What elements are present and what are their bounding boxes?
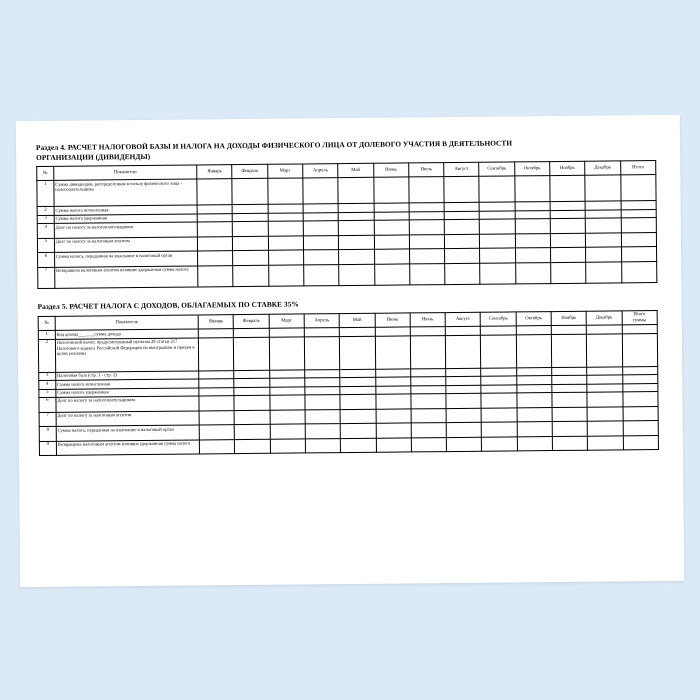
row-cell-october[interactable]: [515, 202, 550, 211]
row-cell-march[interactable]: [269, 378, 304, 387]
row-number: 2: [37, 207, 54, 216]
row-cell-january[interactable]: [199, 410, 234, 425]
row-cell-april[interactable]: [305, 424, 340, 439]
row-cell-december[interactable]: [585, 218, 620, 233]
row-cell-january[interactable]: [197, 213, 232, 222]
row-cell-july[interactable]: [409, 177, 445, 203]
row-cell-total[interactable]: [623, 421, 659, 436]
row-cell-march[interactable]: [269, 370, 304, 379]
row-cell-november[interactable]: [551, 326, 586, 335]
row-cell-july[interactable]: [411, 437, 446, 452]
row-cell-june[interactable]: [374, 212, 409, 221]
row-number: 1: [38, 331, 55, 340]
row-cell-total[interactable]: [621, 247, 657, 262]
row-cell-january[interactable]: [199, 387, 234, 396]
row-cell-august[interactable]: [446, 408, 481, 423]
section4-table: [36, 160, 657, 289]
row-cell-total[interactable]: [621, 218, 657, 233]
row-cell-december[interactable]: [587, 406, 622, 421]
row-cell-total[interactable]: [622, 333, 658, 366]
row-cell-march[interactable]: [268, 265, 303, 287]
row-cell-september[interactable]: [481, 384, 516, 393]
row-cell-april[interactable]: [303, 178, 339, 204]
row-cell-december[interactable]: [586, 262, 621, 284]
section4-col-13: Декабрь: [585, 161, 620, 175]
row-cell-october[interactable]: [517, 407, 552, 422]
row-cell-april[interactable]: [305, 386, 340, 395]
row-label: Возвращена налоговым агентом излишне удержанная сумма налога: [56, 440, 199, 456]
section4-col-7: Июнь: [373, 163, 408, 177]
row-cell-july[interactable]: [410, 335, 446, 368]
row-cell-may[interactable]: [339, 235, 374, 250]
row-cell-september[interactable]: [480, 211, 515, 220]
row-cell-january[interactable]: [199, 425, 234, 440]
row-label: Долг по налогу за налоговым агентом: [54, 237, 197, 253]
section4-col-2: Январь: [197, 165, 232, 179]
row-cell-total[interactable]: [620, 175, 656, 201]
row-cell-april[interactable]: [304, 264, 339, 286]
row-cell-july[interactable]: [411, 385, 446, 394]
row-number: 2: [38, 339, 55, 372]
row-cell-june[interactable]: [374, 264, 409, 286]
row-cell-total[interactable]: [622, 325, 658, 334]
row-label: Долг по налогу за налогоплательщиком: [54, 222, 197, 238]
row-label: Сумма налога удержанная: [54, 214, 197, 224]
row-cell-may[interactable]: [339, 249, 374, 264]
section4-title-line2: ОРГАНИЗАЦИИ (ДИВИДЕНДЫ): [36, 151, 151, 162]
row-cell-february[interactable]: [234, 410, 269, 425]
row-cell-february[interactable]: [233, 221, 268, 236]
row-cell-august[interactable]: [446, 368, 481, 377]
section4-col-10: Сентябрь: [479, 162, 514, 176]
row-cell-april[interactable]: [304, 336, 340, 369]
section4-col-12: Ноябрь: [550, 161, 585, 175]
row-cell-march[interactable]: [269, 328, 304, 337]
row-cell-october[interactable]: [515, 262, 550, 284]
row-cell-total[interactable]: [621, 209, 657, 218]
row-cell-december[interactable]: [586, 247, 621, 262]
row-cell-october[interactable]: [516, 376, 551, 385]
row-cell-november[interactable]: [550, 247, 585, 262]
row-cell-november[interactable]: [550, 175, 586, 201]
section5-title-line1: Раздел 5. РАСЧЕТ НАЛОГА С ДОХОДОВ, ОБЛАГАЕМЫХ ПО СТАВКЕ 35%: [37, 299, 299, 312]
section4-col-14: Итого: [620, 161, 656, 175]
document-page: [16, 115, 684, 587]
row-cell-january[interactable]: [198, 337, 234, 370]
row-cell-november[interactable]: [552, 384, 587, 393]
row-cell-total[interactable]: [622, 383, 658, 392]
section4-col-8: Июль: [409, 163, 444, 177]
row-cell-march[interactable]: [270, 439, 305, 454]
row-number: 5: [37, 238, 54, 253]
row-cell-february[interactable]: [233, 265, 268, 287]
row-cell-june[interactable]: [375, 327, 410, 336]
row-label: Возвращена налоговым агентом излишне удержанная сумма налога: [55, 266, 198, 289]
row-cell-june[interactable]: [373, 177, 409, 203]
row-cell-total[interactable]: [621, 261, 657, 283]
row-cell-january[interactable]: [199, 379, 234, 388]
row-cell-march[interactable]: [270, 395, 305, 410]
row-cell-october[interactable]: [517, 393, 552, 408]
row-cell-april[interactable]: [303, 212, 338, 221]
row-cell-april[interactable]: [304, 328, 339, 337]
section5-col-13: Декабрь: [586, 311, 621, 326]
row-cell-october[interactable]: [515, 248, 550, 263]
row-cell-february[interactable]: [234, 329, 269, 338]
row-cell-august[interactable]: [444, 211, 479, 220]
row-number: 8: [39, 426, 56, 441]
row-cell-october[interactable]: [517, 436, 552, 451]
row-cell-april[interactable]: [303, 204, 338, 213]
row-cell-june[interactable]: [375, 385, 410, 394]
section4-col-0: №: [37, 167, 54, 181]
row-cell-december[interactable]: [587, 375, 622, 384]
row-cell-june[interactable]: [374, 249, 409, 264]
row-cell-november[interactable]: [551, 262, 586, 284]
row-cell-february[interactable]: [232, 205, 267, 214]
section4-col-1: Показатели: [54, 165, 197, 180]
section5-col-2: Январь: [198, 315, 233, 330]
row-cell-september[interactable]: [480, 234, 515, 249]
row-cell-december[interactable]: [587, 392, 622, 407]
row-cell-october[interactable]: [516, 334, 552, 367]
row-cell-august[interactable]: [444, 234, 479, 249]
row-cell-may[interactable]: [340, 409, 375, 424]
row-cell-july[interactable]: [409, 234, 444, 249]
row-cell-october[interactable]: [514, 176, 550, 202]
row-cell-september[interactable]: [481, 368, 516, 377]
row-cell-october[interactable]: [516, 326, 551, 335]
row-cell-november[interactable]: [550, 233, 585, 248]
row-cell-december[interactable]: [586, 325, 621, 334]
row-cell-august[interactable]: [445, 263, 480, 285]
row-cell-february[interactable]: [234, 387, 269, 396]
row-cell-april[interactable]: [305, 369, 340, 378]
row-cell-october[interactable]: [515, 210, 550, 219]
row-cell-april[interactable]: [305, 438, 340, 453]
section4-col-6: Май: [338, 164, 373, 178]
row-cell-march[interactable]: [268, 178, 304, 204]
section5-col-3: Февраль: [234, 314, 269, 329]
row-cell-february[interactable]: [234, 378, 269, 387]
row-cell-february[interactable]: [234, 370, 269, 379]
row-cell-august[interactable]: [445, 248, 480, 263]
section5-col-4: Март: [269, 314, 304, 329]
row-cell-total[interactable]: [622, 375, 658, 384]
row-cell-november[interactable]: [552, 407, 587, 422]
row-cell-may[interactable]: [341, 438, 376, 453]
row-cell-january[interactable]: [198, 251, 233, 266]
row-cell-june[interactable]: [374, 203, 409, 212]
row-cell-may[interactable]: [340, 394, 375, 409]
row-cell-december[interactable]: [585, 210, 620, 219]
row-number: 7: [38, 267, 55, 289]
section5-col-5: Апрель: [304, 314, 339, 329]
row-cell-may[interactable]: [340, 369, 375, 378]
row-label: Сумма налога, переданная на взыскание в налоговый орган: [56, 425, 199, 441]
section4-col-5: Апрель: [303, 164, 338, 178]
row-cell-april[interactable]: [303, 250, 338, 265]
row-cell-september[interactable]: [482, 437, 517, 452]
row-label: Сумма дивидендов, распределенная в пользу физического лица - налогоплательщика: [54, 179, 198, 206]
row-cell-november[interactable]: [550, 218, 585, 233]
row-cell-december[interactable]: [587, 367, 622, 376]
row-number: 9: [39, 441, 56, 456]
row-cell-april[interactable]: [305, 395, 340, 410]
row-number: 3: [37, 215, 54, 224]
row-cell-february[interactable]: [235, 424, 270, 439]
row-cell-july[interactable]: [411, 394, 446, 409]
row-cell-march[interactable]: [268, 250, 303, 265]
page-content: [36, 137, 659, 456]
row-cell-september[interactable]: [481, 326, 516, 335]
section5-table: [38, 310, 659, 456]
section4-col-3: Февраль: [232, 165, 267, 179]
row-number: 7: [39, 412, 56, 427]
row-cell-september[interactable]: [481, 407, 516, 422]
row-number: 6: [39, 397, 56, 412]
section4-col-4: Март: [267, 164, 302, 178]
row-cell-november[interactable]: [550, 201, 585, 210]
row-cell-october[interactable]: [515, 233, 550, 248]
row-cell-june[interactable]: [375, 394, 410, 409]
row-cell-january[interactable]: [198, 236, 233, 251]
row-label: Сумма налога исчисленная: [56, 379, 199, 389]
row-cell-march[interactable]: [268, 213, 303, 222]
row-cell-september[interactable]: [480, 219, 515, 234]
row-cell-july[interactable]: [410, 368, 445, 377]
row-cell-december[interactable]: [587, 421, 622, 436]
row-cell-march[interactable]: [270, 387, 305, 396]
section5-col-0: №: [38, 316, 55, 331]
row-cell-august[interactable]: [446, 393, 481, 408]
row-cell-march[interactable]: [268, 236, 303, 251]
row-cell-august[interactable]: [445, 335, 481, 368]
row-label: Долг по налогу за налогоплательщиком: [56, 396, 199, 412]
row-cell-january[interactable]: [197, 222, 232, 237]
row-cell-september[interactable]: [480, 263, 515, 285]
row-cell-november[interactable]: [552, 436, 587, 451]
row-cell-july[interactable]: [411, 423, 446, 438]
row-cell-january[interactable]: [198, 329, 233, 338]
row-cell-january[interactable]: [199, 439, 234, 454]
row-cell-may[interactable]: [338, 178, 374, 204]
row-cell-february[interactable]: [234, 395, 269, 410]
row-label: Налоговая база (стр. 1 - стр. 2): [56, 371, 199, 381]
row-cell-total[interactable]: [623, 435, 659, 450]
row-cell-total[interactable]: [622, 366, 658, 375]
row-cell-march[interactable]: [268, 204, 303, 213]
row-cell-total[interactable]: [623, 406, 659, 421]
row-cell-september[interactable]: [479, 202, 514, 211]
section5-col-6: Май: [339, 313, 374, 328]
row-cell-january[interactable]: [199, 370, 234, 379]
row-cell-december[interactable]: [587, 334, 623, 367]
row-cell-august[interactable]: [444, 219, 479, 234]
row-cell-april[interactable]: [303, 221, 338, 236]
row-cell-may[interactable]: [338, 204, 373, 213]
row-cell-february[interactable]: [233, 213, 268, 222]
row-cell-november[interactable]: [552, 375, 587, 384]
row-cell-total[interactable]: [622, 392, 658, 407]
row-cell-april[interactable]: [303, 235, 338, 250]
row-cell-july[interactable]: [410, 327, 445, 336]
row-cell-december[interactable]: [587, 383, 622, 392]
row-cell-july[interactable]: [409, 203, 444, 212]
row-number: 4: [39, 381, 56, 390]
row-cell-october[interactable]: [515, 219, 550, 234]
row-cell-june[interactable]: [376, 408, 411, 423]
total-header-line1: Итого: [633, 312, 646, 318]
row-cell-january[interactable]: [199, 396, 234, 411]
row-cell-july[interactable]: [409, 249, 444, 264]
row-cell-december[interactable]: [585, 175, 621, 201]
row-cell-july[interactable]: [409, 211, 444, 220]
row-number: 6: [38, 253, 55, 268]
row-number: 1: [37, 181, 54, 207]
row-cell-may[interactable]: [340, 423, 375, 438]
row-cell-june[interactable]: [375, 369, 410, 378]
row-cell-september[interactable]: [482, 422, 517, 437]
row-cell-june[interactable]: [374, 220, 409, 235]
row-cell-september[interactable]: [479, 176, 515, 202]
row-cell-february[interactable]: [232, 179, 268, 205]
row-cell-may[interactable]: [338, 212, 373, 221]
row-cell-may[interactable]: [340, 336, 376, 369]
row-cell-july[interactable]: [409, 220, 444, 235]
row-cell-june[interactable]: [375, 377, 410, 386]
row-number: 5: [39, 389, 56, 398]
row-label: Долг по налогу за налоговым агентом: [56, 411, 199, 427]
row-cell-november[interactable]: [552, 367, 587, 376]
row-cell-total[interactable]: [621, 201, 657, 210]
row-cell-september[interactable]: [481, 393, 516, 408]
row-cell-august[interactable]: [446, 385, 481, 394]
row-cell-may[interactable]: [340, 377, 375, 386]
row-cell-september[interactable]: [481, 376, 516, 385]
row-cell-october[interactable]: [517, 422, 552, 437]
section4-col-11: Октябрь: [514, 162, 549, 176]
row-cell-may[interactable]: [340, 328, 375, 337]
row-cell-august[interactable]: [446, 376, 481, 385]
row-cell-november[interactable]: [551, 334, 587, 367]
row-cell-may[interactable]: [340, 386, 375, 395]
section5-col-9: Август: [445, 312, 480, 327]
row-cell-september[interactable]: [480, 248, 515, 263]
section5-col-1: Показатель: [55, 315, 198, 331]
row-cell-march[interactable]: [269, 337, 305, 370]
row-cell-march[interactable]: [270, 409, 305, 424]
row-cell-march[interactable]: [270, 424, 305, 439]
row-cell-september[interactable]: [481, 335, 517, 368]
section4-title: [36, 137, 656, 162]
section5-col-7: Июнь: [375, 313, 410, 328]
section5-col-14: [622, 310, 658, 325]
row-cell-november[interactable]: [550, 210, 585, 219]
row-cell-august[interactable]: [444, 203, 479, 212]
row-cell-february[interactable]: [234, 337, 270, 370]
row-cell-april[interactable]: [305, 378, 340, 387]
row-cell-june[interactable]: [375, 336, 411, 369]
row-cell-february[interactable]: [233, 236, 268, 251]
row-label: Сумма налога исчисленная: [54, 205, 197, 215]
row-label: Код дохода_______сумма дохода: [55, 329, 198, 339]
row-cell-august[interactable]: [446, 422, 481, 437]
row-cell-december[interactable]: [585, 201, 620, 210]
section5-col-11: Октябрь: [516, 312, 551, 327]
row-cell-august[interactable]: [444, 177, 480, 203]
row-cell-november[interactable]: [552, 392, 587, 407]
row-cell-october[interactable]: [516, 367, 551, 376]
row-cell-july[interactable]: [409, 263, 444, 285]
row-cell-january[interactable]: [198, 265, 233, 287]
total-header-line2: суммы: [632, 317, 647, 323]
row-cell-june[interactable]: [376, 423, 411, 438]
row-cell-january[interactable]: [197, 205, 232, 214]
section5-col-10: Сентябрь: [481, 312, 516, 327]
row-cell-august[interactable]: [445, 327, 480, 336]
row-cell-december[interactable]: [586, 233, 621, 248]
row-cell-may[interactable]: [338, 220, 373, 235]
section4-col-9: Август: [444, 163, 479, 177]
row-cell-july[interactable]: [411, 408, 446, 423]
row-cell-april[interactable]: [305, 409, 340, 424]
row-cell-july[interactable]: [411, 377, 446, 386]
row-cell-december[interactable]: [588, 436, 623, 451]
row-label: Налоговский вычет, предусмотренный пунктом 28 статьи 217 Налогового кодекса Российской Федерации по выигрышам и призам в целях рекламы: [55, 338, 199, 372]
row-cell-november[interactable]: [552, 421, 587, 436]
row-cell-total[interactable]: [621, 232, 657, 247]
row-label: Сумма налога удержанная: [56, 388, 199, 398]
row-cell-february[interactable]: [235, 439, 270, 454]
row-cell-february[interactable]: [233, 250, 268, 265]
section4-title-line1: Раздел 4. РАСЧЕТ НАЛОГОВОЙ БАЗЫ И НАЛОГА НА ДОХОДЫ ФИЗИЧЕСКОГО ЛИЦА ОТ ДОЛЕВОГО УЧАСТИЯ В ДЕЯТЕЛЬНОСТИ: [35, 138, 513, 153]
row-cell-march[interactable]: [268, 221, 303, 236]
row-cell-august[interactable]: [446, 437, 481, 452]
row-cell-october[interactable]: [516, 384, 551, 393]
section5-col-8: Июль: [410, 313, 445, 328]
row-number: 4: [37, 223, 54, 238]
row-cell-june[interactable]: [376, 438, 411, 453]
row-label: Сумма налога, переданная на взыскание в налоговый орган: [54, 251, 197, 267]
row-number: 3: [39, 372, 56, 381]
row-cell-january[interactable]: [197, 179, 233, 205]
row-cell-may[interactable]: [339, 264, 374, 286]
row-cell-june[interactable]: [374, 235, 409, 250]
section5-col-12: Ноябрь: [551, 311, 586, 326]
